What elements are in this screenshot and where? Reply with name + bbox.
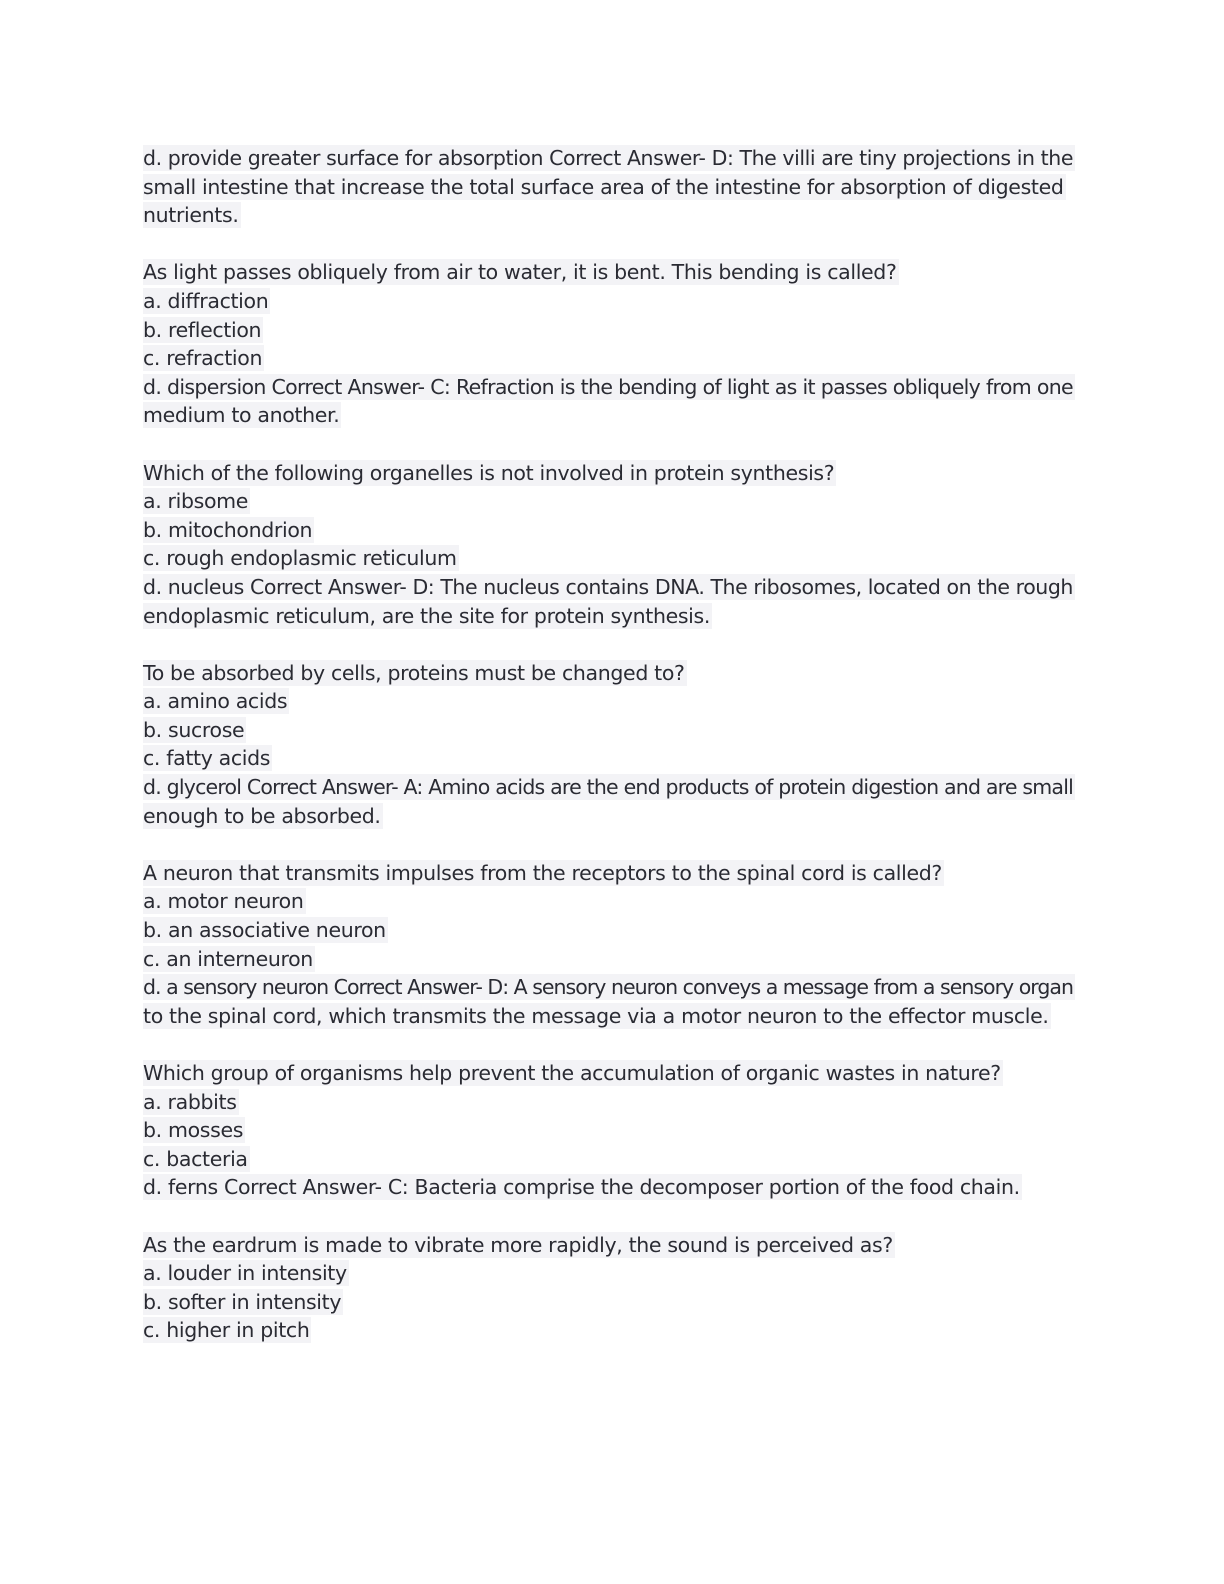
text-block (143, 144, 1083, 230)
answer-option: d. a sensory neuron Correct Answer- D: A sensory neuron conveys a message from a sensory organ (143, 975, 1073, 1000)
question-block (143, 859, 1083, 1031)
text-line: enough to be absorbed. (143, 803, 381, 828)
question-block (143, 258, 1083, 430)
question-block (143, 1231, 1083, 1345)
text-line: nutrients. (143, 203, 239, 228)
answer-option: c. bacteria (143, 1146, 248, 1171)
answer-option: b. reflection (143, 317, 262, 342)
answer-option: b. softer in intensity (143, 1289, 342, 1314)
text-line: endoplasmic reticulum, are the site for protein synthesis. (143, 603, 711, 628)
answer-option: c. higher in pitch (143, 1318, 310, 1343)
text-line: small intestine that increase the total surface area of the intestine for absorption of digested (143, 174, 1064, 199)
answer-option: b. mitochondrion (143, 517, 313, 542)
answer-option: d. nucleus Correct Answer- D: The nucleus contains DNA. The ribosomes, located on the rough (143, 574, 1073, 599)
text-line: d. provide greater surface for absorption Correct Answer- D: The villi are tiny projections in the (143, 146, 1073, 170)
answer-option: c. refraction (143, 346, 263, 371)
question-block (143, 459, 1083, 631)
answer-option: a. diffraction (143, 288, 269, 313)
answer-option: b. sucrose (143, 717, 245, 742)
text-line: to the spinal cord, which transmits the message via a motor neuron to the effector muscle. (143, 1003, 1049, 1028)
answer-option: d. ferns Correct Answer- C: Bacteria comprise the decomposer portion of the food chain. (143, 1175, 1020, 1200)
answer-option: a. rabbits (143, 1089, 237, 1114)
document-body (143, 144, 1083, 1374)
question-text: As light passes obliquely from air to water, it is bent. This bending is called? (143, 260, 897, 285)
question-text: A neuron that transmits impulses from the receptors to the spinal cord is called? (143, 860, 942, 885)
question-text: To be absorbed by cells, proteins must be changed to? (143, 660, 685, 685)
answer-option: a. amino acids (143, 689, 288, 714)
question-block (143, 659, 1083, 831)
answer-option: b. an associative neuron (143, 918, 386, 943)
question-text: Which of the following organelles is not involved in protein synthesis? (143, 460, 835, 485)
answer-option: a. louder in intensity (143, 1261, 347, 1286)
answer-option: c. rough endoplasmic reticulum (143, 546, 457, 571)
question-block (143, 1059, 1083, 1202)
answer-option: a. motor neuron (143, 889, 304, 914)
answer-option: b. mosses (143, 1118, 244, 1143)
answer-option: a. ribsome (143, 489, 249, 514)
answer-option: c. fatty acids (143, 746, 271, 771)
answer-option: d. glycerol Correct Answer- A: Amino acids are the end products of protein digestion and are small (143, 775, 1073, 800)
answer-option: c. an interneuron (143, 946, 313, 971)
answer-option: d. dispersion Correct Answer- C: Refraction is the bending of light as it passes obliquely from one (143, 374, 1073, 399)
question-text: As the eardrum is made to vibrate more rapidly, the sound is perceived as? (143, 1232, 893, 1257)
question-text: Which group of organisms help prevent the accumulation of organic wastes in nature? (143, 1061, 1001, 1085)
text-line: medium to another. (143, 403, 340, 428)
